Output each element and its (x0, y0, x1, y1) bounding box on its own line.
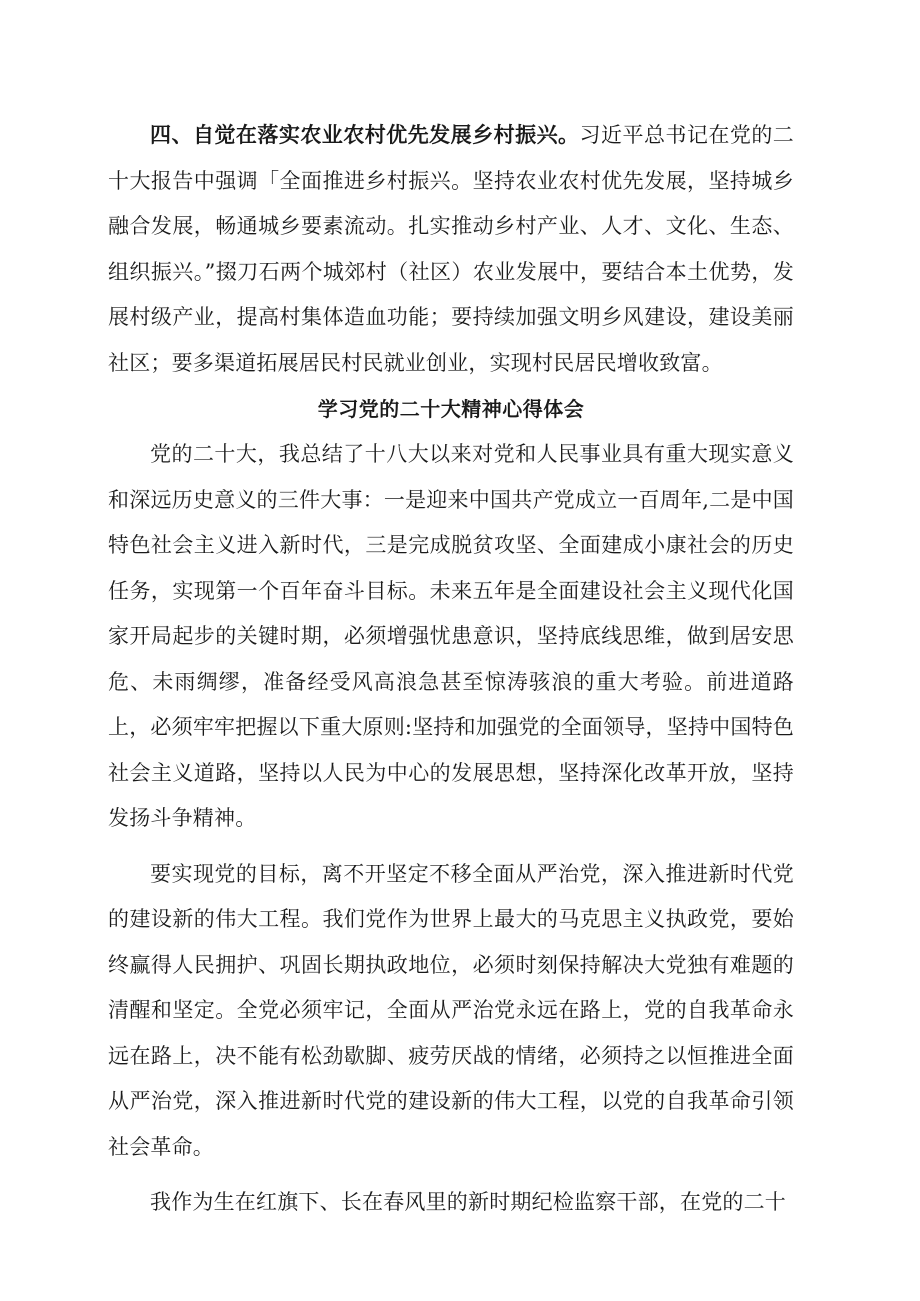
body-paragraph-2: 要实现党的目标，离不开坚定不移全面从严治党，深入推进新时代党的建设新的伟大工程。我们党作为世界上最大的马克思主义执政党，要始终赢得人民拥护、巩固长期执政地位，必须时刻保持解决大党独有难题的清醒和坚定。全党必须牢记，全面从严治党永远在路上，党的自我革命永远在路上，决不能有松劲歇脚、疲劳厌战的情绪，必须持之以恒推进全面从严治党，深入推进新时代党的建设新的伟大工程，以党的自我革命引领社会革命。 (108, 861, 794, 1159)
section-four-heading: 四、自觉在落实农业农村优先发展乡村振兴。 (150, 122, 580, 147)
body-paragraph-1: 党的二十大，我总结了十八大以来对党和人民事业具有重大现实意义和深远历史意义的三件大事：一是迎来中国共产党成立一百周年,二是中国特色社会主义进入新时代，三是完成脱贫攻坚、全面建成小康社会的历史任务，实现第一个百年奋斗目标。未来五年是全面建设社会主义现代化国家开局起步的关键时期，必须增强忧患意识，坚持底线思维，做到居安思危、未雨绸缪，准备经受风高浪急甚至惊涛骇浪的重大考验。前进道路上，必须牢牢把握以下重大原则:坚持和加强党的全面领导，坚持中国特色社会主义道路，坚持以人民为中心的发展思想，坚持深化改革开放，坚持发扬斗争精神。 (108, 442, 794, 830)
document-title: 学习党的二十大精神心得体会 (317, 397, 585, 421)
section-four-body: 习近平总书记在党的二十大报告中强调「全面推进乡村振兴。坚持农业农村优先发展，坚持城乡融合发展，畅通城乡要素流动。扎实推动乡村产业、人才、文化、生态、组织振兴。”掇刀石两个城郊村（社区）农业发展中，要结合本土优势，发展村级产业，提高村集体造血功能；要持续加强文明乡风建设，建设美丽社区；要多渠道拓展居民村民就业创业，实现村民居民增收致富。 (108, 123, 794, 375)
body-paragraph-3: 我作为生在红旗下、长在春风里的新时期纪检监察干部，在党的二十 (150, 1190, 786, 1214)
document-page (108, 112, 794, 1226)
section-four-paragraph (108, 112, 794, 386)
